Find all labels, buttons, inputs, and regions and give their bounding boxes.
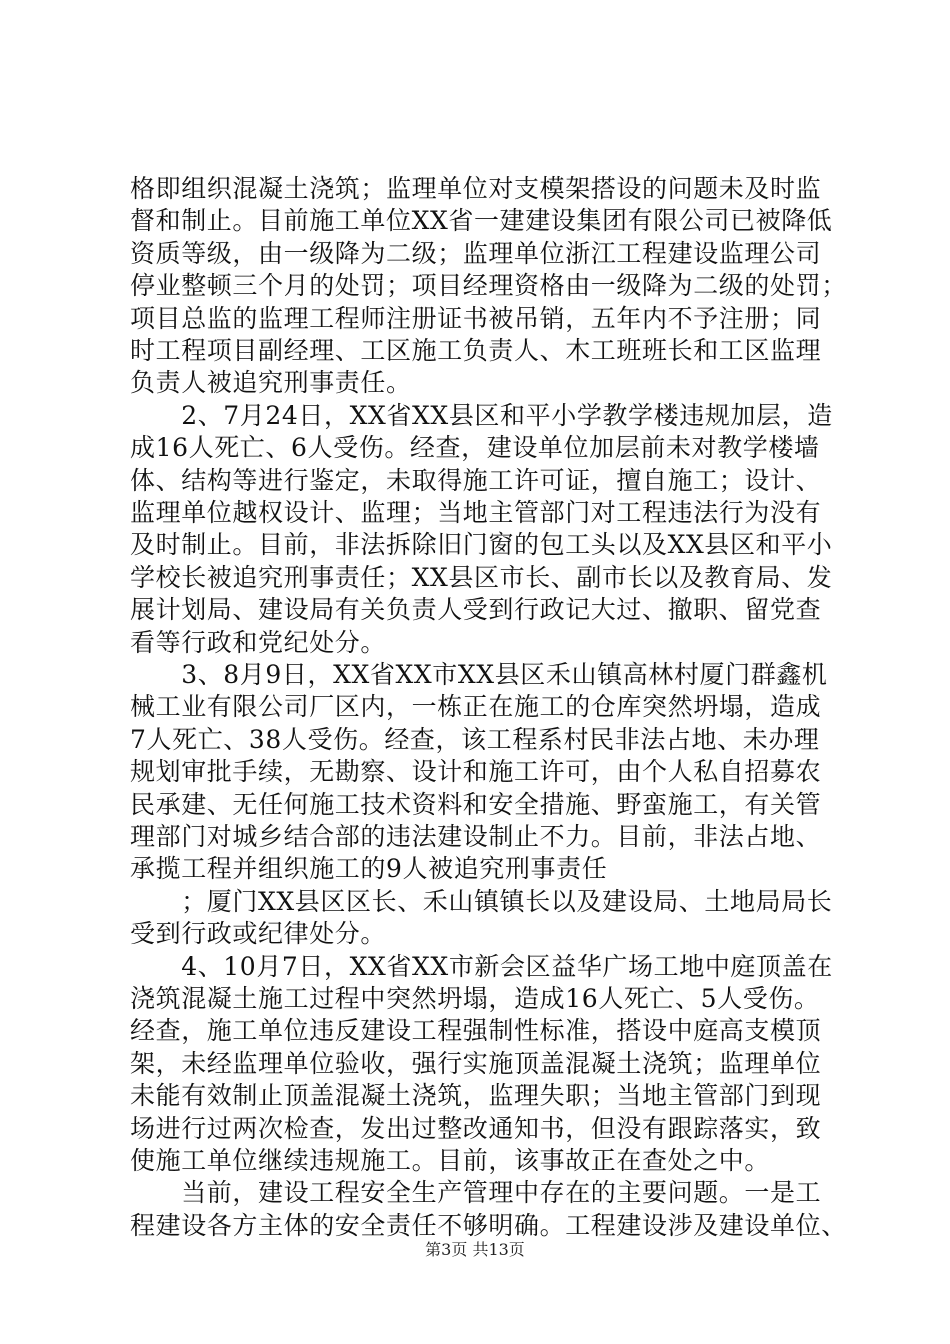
text-line: 成16人死亡、6人受伤。经查，建设单位加层前未对教学楼墙 xyxy=(130,433,820,463)
text-line: 4、10月7日，XX省XX市新会区益华广场工地中庭顶盖在 xyxy=(130,951,833,981)
text-line: 及时制止。目前，非法拆除旧门窗的包工头以及XX县区和平小 xyxy=(130,530,833,560)
text-line: 格即组织混凝土浇筑；监理单位对支模架搭设的问题未及时监 xyxy=(130,174,822,203)
text-line: 民承建、无任何施工技术资料和安全措施、野蛮施工，有关管 xyxy=(130,789,822,819)
text-line: 看等行政和党纪处分。 xyxy=(130,627,387,657)
text-line: ；厦门XX县区区长、禾山镇镇长以及建设局、土地局局长 xyxy=(130,886,833,916)
text-line: 程建设各方主体的安全责任不够明确。工程建设涉及建设单位、 xyxy=(130,1210,847,1240)
text-line: 7人死亡、38人受伤。经查，该工程系村民非法占地、未办理 xyxy=(130,724,820,754)
text-line: 时工程项目副经理、工区施工负责人、木工班班长和工区监理 xyxy=(130,336,822,365)
text-line: 监理单位越权设计、监理；当地主管部门对工程违法行为没有 xyxy=(130,498,822,527)
text-line: 学校长被追究刑事责任；XX县区市长、副市长以及教育局、发 xyxy=(130,562,833,592)
text-line: 当前，建设工程安全生产管理中存在的主要问题。一是工 xyxy=(130,1178,822,1208)
text-line: 受到行政或纪律处分。 xyxy=(130,919,387,949)
text-line: 资质等级，由一级降为二级；监理单位浙江工程建设监理公司 xyxy=(130,238,822,268)
text-line: 浇筑混凝土施工过程中突然坍塌，造成16人死亡、5人受伤。 xyxy=(130,984,820,1013)
text-line: 械工业有限公司厂区内，一栋正在施工的仓库突然坍塌，造成 xyxy=(130,692,822,722)
text-line: 3、8月9日，XX省XX市XX县区禾山镇高林村厦门群鑫机 xyxy=(130,660,828,689)
text-line: 未能有效制止顶盖混凝土浇筑，监理失职；当地主管部门到现 xyxy=(130,1081,822,1111)
text-line: 停业整顿三个月的处罚；项目经理资格由一级降为二级的处罚； xyxy=(130,271,847,301)
text-line: 规划审批手续，无勘察、设计和施工许可，由个人私自招募农 xyxy=(130,757,822,787)
text-line: 体、结构等进行鉴定，未取得施工许可证，擅自施工；设计、 xyxy=(130,465,822,495)
text-line: 经查，施工单位违反建设工程强制性标准，搭设中庭高支模顶 xyxy=(130,1016,822,1046)
text-line: 使施工单位继续违规施工。目前，该事故正在查处之中。 xyxy=(130,1146,771,1175)
text-line: 督和制止。目前施工单位XX省一建建设集团有限公司已被降低 xyxy=(130,206,833,236)
page-number: 第3页 共13页 xyxy=(425,1240,525,1259)
text-line: 负责人被追究刑事责任。 xyxy=(130,368,412,398)
text-line: 理部门对城乡结合部的违法建设制止不力。目前，非法占地、 xyxy=(130,822,822,851)
text-line: 项目总监的监理工程师注册证书被吊销，五年内不予注册；同 xyxy=(130,303,822,333)
text-line: 展计划局、建设局有关负责人受到行政记大过、撤职、留党查 xyxy=(130,595,822,625)
text-line: 2、7月24日，XX省XX县区和平小学教学楼违规加层，造 xyxy=(130,400,833,430)
text-line: 架，未经监理单位验收，强行实施顶盖混凝土浇筑；监理单位 xyxy=(130,1048,822,1078)
text-line: 承揽工程并组织施工的9人被追究刑事责任 xyxy=(130,854,608,884)
text-line: 场进行过两次检查，发出过整改通知书，但没有跟踪落实，致 xyxy=(130,1113,822,1143)
